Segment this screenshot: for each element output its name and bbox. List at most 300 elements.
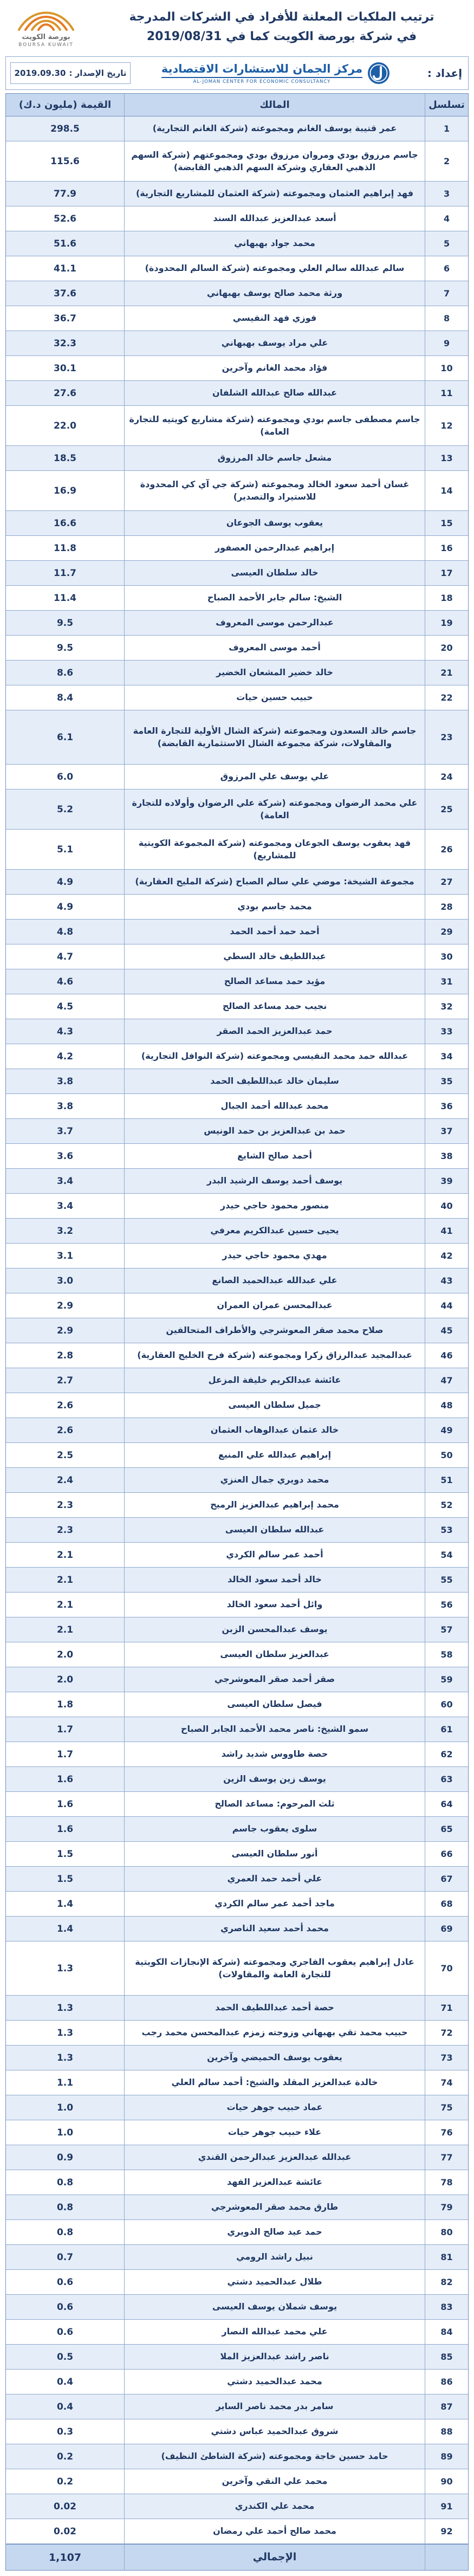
table-row bbox=[6, 561, 468, 586]
table-row bbox=[6, 2295, 468, 2320]
row-serial: 90 bbox=[425, 2469, 468, 2494]
row-owner: حمد بن عبدالعزيز بن حمد الونيس bbox=[124, 1119, 425, 1143]
al-joman-name-english: AL-JOMAN CENTER FOR ECONOMIC CONSULTANCY bbox=[193, 79, 331, 85]
al-joman-name-arabic: مركز الجمان للاستشارات الاقتصادية bbox=[161, 61, 362, 78]
row-serial: 3 bbox=[425, 182, 468, 206]
table-row bbox=[6, 1069, 468, 1094]
row-value: 3.8 bbox=[56, 1101, 74, 1112]
row-value: 22.0 bbox=[54, 420, 76, 431]
row-serial: 39 bbox=[425, 1169, 468, 1193]
table-row bbox=[6, 1368, 468, 1393]
row-serial: 66 bbox=[425, 1842, 468, 1866]
boursa-logo-arabic: بورصة الكويت bbox=[22, 33, 70, 41]
row-serial: 40 bbox=[425, 1194, 468, 1218]
report-header bbox=[5, 0, 469, 54]
row-value: 0.02 bbox=[54, 2501, 76, 2512]
row-value: 2.3 bbox=[56, 1524, 74, 1536]
row-serial: 92 bbox=[425, 2519, 468, 2543]
row-serial: 30 bbox=[425, 944, 468, 969]
table-row bbox=[6, 895, 468, 920]
row-serial: 36 bbox=[425, 1094, 468, 1118]
row-serial: 16 bbox=[425, 536, 468, 560]
row-owner: عبدالرحمن موسى المعروف bbox=[124, 611, 425, 635]
row-serial: 52 bbox=[425, 1493, 468, 1517]
column-header-value: القيمة (مليون د.ك) bbox=[18, 99, 112, 111]
row-owner: حمد عيد صالح الدويري bbox=[124, 2220, 425, 2244]
table-row bbox=[6, 1169, 468, 1194]
table-row bbox=[6, 2444, 468, 2469]
row-value: 4.3 bbox=[56, 1026, 74, 1037]
report-title-line-1: ترتيب الملكيات المعلنة للأفراد في الشركات المدرجة bbox=[129, 10, 434, 24]
row-owner: يحيى حسين عبدالكريم معرفي bbox=[124, 1219, 425, 1243]
row-serial: 31 bbox=[425, 969, 468, 994]
row-serial: 17 bbox=[425, 561, 468, 585]
row-serial: 13 bbox=[425, 446, 468, 470]
row-serial: 86 bbox=[425, 2370, 468, 2394]
row-owner: جاسم مرزوق بودي ومروان مرزوق بودي ومجموعتهم (شركة السهم الذهبي العقاري وشركة السهم الذهبي القابضة) bbox=[124, 141, 425, 181]
row-owner: عبدالعزيز سلطان العيسى bbox=[124, 1642, 425, 1667]
row-owner: يوسف زين يوسف الزين bbox=[124, 1767, 425, 1791]
row-value: 1.3 bbox=[56, 2052, 74, 2063]
table-row bbox=[6, 1293, 468, 1318]
row-value: 8.6 bbox=[56, 667, 74, 678]
row-owner: محمد عبدالله أحمد الجبال bbox=[124, 1094, 425, 1118]
table-row bbox=[6, 1019, 468, 1044]
row-owner: ورثة محمد صالح يوسف بهبهاني bbox=[124, 281, 425, 306]
row-serial: 14 bbox=[425, 471, 468, 510]
row-owner: محمد جواد بهبهاني bbox=[124, 231, 425, 256]
row-serial: 23 bbox=[425, 710, 468, 764]
row-owner: أسعد عبدالعزيز عبدالله السند bbox=[124, 206, 425, 231]
row-value: 6.0 bbox=[56, 771, 74, 782]
row-serial: 32 bbox=[425, 994, 468, 1019]
table-row bbox=[6, 2070, 468, 2095]
row-serial: 48 bbox=[425, 1393, 468, 1418]
row-serial: 46 bbox=[425, 1343, 468, 1368]
table-row bbox=[6, 2320, 468, 2345]
row-value: 9.5 bbox=[56, 642, 74, 653]
row-owner: حبيب حسين حيات bbox=[124, 685, 425, 710]
table-row bbox=[6, 2021, 468, 2046]
row-serial: 56 bbox=[425, 1593, 468, 1617]
row-owner: مشعل جاسم خالد المرزوق bbox=[124, 446, 425, 470]
row-owner: جميل سلطان العيسى bbox=[124, 1393, 425, 1418]
row-serial: 68 bbox=[425, 1892, 468, 1916]
row-value: 1.1 bbox=[56, 2077, 74, 2088]
row-serial: 59 bbox=[425, 1667, 468, 1692]
row-owner: عبدالله حمد محمد النفيسي ومجموعته (شركة النوافل التجارية) bbox=[124, 1044, 425, 1069]
row-owner: خالد خضير المشعان الخضير bbox=[124, 661, 425, 685]
row-serial: 50 bbox=[425, 1443, 468, 1467]
row-value: 8.4 bbox=[56, 692, 74, 703]
row-value: 32.3 bbox=[54, 338, 76, 349]
total-label: الإجمالي bbox=[124, 2545, 425, 2570]
row-value: 0.02 bbox=[54, 2526, 76, 2537]
table-row bbox=[6, 406, 468, 446]
row-value: 11.4 bbox=[54, 592, 76, 604]
table-row bbox=[6, 1518, 468, 1543]
row-value: 27.6 bbox=[54, 387, 76, 399]
row-owner: علاء حبيب جوهر حيات bbox=[124, 2120, 425, 2145]
row-serial: 7 bbox=[425, 281, 468, 306]
table-header-row bbox=[6, 94, 468, 116]
row-serial: 89 bbox=[425, 2444, 468, 2469]
table-row bbox=[6, 1996, 468, 2021]
row-value: 4.2 bbox=[56, 1051, 74, 1062]
row-owner: مهدي محمود حاجي حيدر bbox=[124, 1244, 425, 1268]
row-serial: 77 bbox=[425, 2145, 468, 2170]
table-row bbox=[6, 446, 468, 471]
table-row bbox=[6, 830, 468, 870]
row-owner: حصة أحمد عبداللطيف الحمد bbox=[124, 1996, 425, 2020]
row-value: 298.5 bbox=[50, 123, 80, 134]
row-value: 2.7 bbox=[56, 1375, 74, 1386]
row-owner: عبدالمحسن عمران العمران bbox=[124, 1293, 425, 1318]
table-row bbox=[6, 611, 468, 636]
row-value: 3.2 bbox=[56, 1225, 74, 1237]
table-row bbox=[6, 206, 468, 231]
boursa-kuwait-logo bbox=[5, 2, 87, 52]
table-row bbox=[6, 1692, 468, 1717]
row-owner: خالد عثمان عبدالوهاب العثمان bbox=[124, 1418, 425, 1442]
row-owner: حبيب محمد تقي بهبهاني وزوجته زمزم عبدالمحسن محمد رجب bbox=[124, 2021, 425, 2045]
table-row bbox=[6, 1617, 468, 1642]
row-value: 37.6 bbox=[54, 288, 76, 299]
row-owner: جاسم خالد السعدون ومجموعته (شركة الشال الأولية للتجارة العامة والمقاولات، شركة مجموعة الشال الاستثمارية القابضة) bbox=[124, 710, 425, 764]
row-owner: وائل أحمد سعود الخالد bbox=[124, 1593, 425, 1617]
row-value: 36.7 bbox=[54, 313, 76, 324]
row-value: 11.8 bbox=[54, 542, 76, 554]
al-joman-emblem-icon bbox=[367, 61, 391, 85]
row-value: 18.5 bbox=[54, 452, 76, 464]
row-value: 1.5 bbox=[56, 1848, 74, 1860]
total-row bbox=[6, 2544, 468, 2570]
table-row bbox=[6, 331, 468, 356]
al-joman-text bbox=[161, 61, 362, 86]
row-value: 5.1 bbox=[56, 844, 74, 855]
table-row bbox=[6, 231, 468, 256]
table-row bbox=[6, 2519, 468, 2544]
row-value: 4.7 bbox=[56, 951, 74, 962]
report-title-line-2: في شركة بورصة الكويت كما في 2019/08/31 bbox=[146, 30, 417, 43]
row-serial: 18 bbox=[425, 586, 468, 610]
table-row bbox=[6, 2170, 468, 2195]
row-serial: 42 bbox=[425, 1244, 468, 1268]
table-row bbox=[6, 1917, 468, 1941]
row-serial: 76 bbox=[425, 2120, 468, 2145]
row-serial: 9 bbox=[425, 331, 468, 355]
row-value: 1.3 bbox=[56, 2002, 74, 2014]
row-value: 2.1 bbox=[56, 1549, 74, 1561]
row-owner: محمد إبراهيم عبدالعزيز الرميح bbox=[124, 1493, 425, 1517]
boursa-logo-english: BOURSA KUWAIT bbox=[18, 42, 74, 48]
table-row bbox=[6, 1817, 468, 1842]
row-value: 1.0 bbox=[56, 2102, 74, 2113]
row-owner: محمد جاسم بودي bbox=[124, 895, 425, 919]
row-serial: 87 bbox=[425, 2394, 468, 2419]
row-owner: علي محمد عبدالله النصار bbox=[124, 2320, 425, 2344]
table-row bbox=[6, 1842, 468, 1867]
row-owner: عبدالله سلطان العيسى bbox=[124, 1518, 425, 1542]
table-row bbox=[6, 2370, 468, 2394]
row-serial: 12 bbox=[425, 406, 468, 445]
row-serial: 49 bbox=[425, 1418, 468, 1442]
row-owner: نبيل راشد الرومي bbox=[124, 2245, 425, 2269]
row-value: 4.8 bbox=[56, 926, 74, 937]
row-value: 2.6 bbox=[56, 1400, 74, 1411]
row-serial: 85 bbox=[425, 2345, 468, 2369]
row-owner: أحمد عمر سالم الكردي bbox=[124, 1543, 425, 1567]
row-serial: 4 bbox=[425, 206, 468, 231]
table-row bbox=[6, 1194, 468, 1219]
table-row bbox=[6, 636, 468, 661]
row-owner: شروق عبدالحميد عباس دشتي bbox=[124, 2419, 425, 2444]
table-row bbox=[6, 765, 468, 789]
row-value: 2.9 bbox=[56, 1325, 74, 1336]
row-value: 1.7 bbox=[56, 1749, 74, 1760]
total-serial-empty bbox=[425, 2545, 468, 2570]
row-owner: مؤيد حمد مساعد الصالح bbox=[124, 969, 425, 994]
table-row bbox=[6, 1144, 468, 1169]
table-row bbox=[6, 661, 468, 685]
table-row bbox=[6, 2220, 468, 2245]
row-serial: 79 bbox=[425, 2195, 468, 2219]
row-owner: صلاح محمد صقر المعوشرجي والأطراف المتحالفين bbox=[124, 1318, 425, 1343]
row-value: 0.6 bbox=[56, 2276, 74, 2288]
row-owner: سالم عبدالله سالم العلي ومجموعته (شركة السالم المحدودة) bbox=[124, 256, 425, 281]
row-value: 0.6 bbox=[56, 2301, 74, 2313]
table-row bbox=[6, 1892, 468, 1917]
table-row bbox=[6, 1318, 468, 1343]
row-owner: محمد عبدالحميد دشتي bbox=[124, 2370, 425, 2394]
table-row bbox=[6, 1767, 468, 1792]
row-value: 3.1 bbox=[56, 1250, 74, 1261]
table-row bbox=[6, 2145, 468, 2170]
row-value: 1.7 bbox=[56, 1724, 74, 1735]
row-serial: 72 bbox=[425, 2021, 468, 2045]
row-owner: ناصر راشد عبدالعزيز الملا bbox=[124, 2345, 425, 2369]
row-value: 115.6 bbox=[50, 156, 80, 167]
table-row bbox=[6, 1343, 468, 1368]
row-value: 41.1 bbox=[54, 263, 76, 274]
row-serial: 91 bbox=[425, 2494, 468, 2519]
row-serial: 21 bbox=[425, 661, 468, 685]
table-row bbox=[6, 1219, 468, 1244]
row-value: 4.9 bbox=[56, 901, 74, 912]
row-serial: 54 bbox=[425, 1543, 468, 1567]
row-owner: يوسف شملان يوسف العيسى bbox=[124, 2295, 425, 2319]
table-row bbox=[6, 870, 468, 895]
issue-date-label: تاريخ الإصدار : bbox=[69, 68, 127, 78]
table-row bbox=[6, 1044, 468, 1069]
row-value: 0.2 bbox=[56, 2451, 74, 2462]
boursa-logo-icon bbox=[16, 6, 76, 32]
table-row bbox=[6, 1792, 468, 1817]
table-row bbox=[6, 1268, 468, 1293]
row-value: 0.4 bbox=[56, 2401, 74, 2412]
row-value: 16.9 bbox=[54, 485, 76, 496]
ownership-table bbox=[5, 93, 469, 2571]
table-row bbox=[6, 511, 468, 536]
table-row bbox=[6, 789, 468, 830]
row-owner: منصور محمود حاجي حيدر bbox=[124, 1194, 425, 1218]
table-row bbox=[6, 2469, 468, 2494]
row-serial: 24 bbox=[425, 765, 468, 789]
table-row bbox=[6, 1717, 468, 1742]
table-row bbox=[6, 969, 468, 994]
table-row bbox=[6, 2419, 468, 2444]
row-serial: 11 bbox=[425, 381, 468, 405]
row-value: 30.1 bbox=[54, 363, 76, 374]
row-owner: عائشة عبدالعزيز الفهد bbox=[124, 2170, 425, 2195]
table-row bbox=[6, 1094, 468, 1119]
row-owner: محمد دويري جمال العنزي bbox=[124, 1468, 425, 1492]
row-value: 1.3 bbox=[56, 1963, 74, 1974]
table-row bbox=[6, 182, 468, 206]
table-row bbox=[6, 1443, 468, 1468]
row-value: 1.8 bbox=[56, 1699, 74, 1710]
row-owner: سليمان خالد عبداللطيف الحمد bbox=[124, 1069, 425, 1093]
row-serial: 55 bbox=[425, 1568, 468, 1592]
row-value: 4.6 bbox=[56, 976, 74, 987]
row-serial: 28 bbox=[425, 895, 468, 919]
row-value: 2.0 bbox=[56, 1674, 74, 1685]
table-row bbox=[6, 2394, 468, 2419]
row-serial: 51 bbox=[425, 1468, 468, 1492]
row-serial: 70 bbox=[425, 1941, 468, 1995]
row-value: 2.8 bbox=[56, 1350, 74, 1361]
table-row bbox=[6, 1119, 468, 1144]
table-row bbox=[6, 2270, 468, 2295]
row-value: 2.1 bbox=[56, 1624, 74, 1635]
row-owner: الشيخ: سالم جابر الأحمد الصباح bbox=[124, 586, 425, 610]
row-serial: 71 bbox=[425, 1996, 468, 2020]
table-row bbox=[6, 2494, 468, 2519]
row-value: 0.8 bbox=[56, 2227, 74, 2238]
al-joman-logo bbox=[131, 61, 421, 86]
row-owner: محمد أحمد سعيد الناصري bbox=[124, 1917, 425, 1941]
row-owner: محمد صالح أحمد علي رمضان bbox=[124, 2519, 425, 2543]
row-owner: علي يوسف علي المرزوق bbox=[124, 765, 425, 789]
table-row bbox=[6, 471, 468, 511]
row-serial: 58 bbox=[425, 1642, 468, 1667]
row-owner: يعقوب يوسف الحميضي وآخرين bbox=[124, 2046, 425, 2070]
table-row bbox=[6, 1468, 468, 1493]
row-serial: 1 bbox=[425, 116, 468, 141]
table-body bbox=[6, 116, 468, 2544]
row-serial: 74 bbox=[425, 2070, 468, 2095]
row-serial: 5 bbox=[425, 231, 468, 256]
table-row bbox=[6, 1543, 468, 1568]
table-row bbox=[6, 920, 468, 944]
table-row bbox=[6, 1667, 468, 1692]
row-owner: فيصل سلطان العيسى bbox=[124, 1692, 425, 1717]
row-owner: محمد علي الكندري bbox=[124, 2494, 425, 2519]
issue-date-box bbox=[10, 62, 131, 84]
table-row bbox=[6, 536, 468, 561]
row-value: 52.6 bbox=[54, 213, 76, 224]
row-serial: 38 bbox=[425, 1144, 468, 1168]
table-row bbox=[6, 1867, 468, 1892]
row-value: 3.0 bbox=[56, 1275, 74, 1286]
row-serial: 29 bbox=[425, 920, 468, 944]
row-value: 1.0 bbox=[56, 2127, 74, 2138]
row-serial: 81 bbox=[425, 2245, 468, 2269]
row-value: 1.3 bbox=[56, 2027, 74, 2038]
row-owner: فؤاد محمد الغانم وآخرين bbox=[124, 356, 425, 380]
row-value: 3.6 bbox=[56, 1150, 74, 1162]
row-owner: غسان أحمد سعود الخالد ومجموعته (شركة جي آي كي المحدودة للاستيراد والتصدير) bbox=[124, 471, 425, 510]
row-serial: 34 bbox=[425, 1044, 468, 1069]
prepared-by-bar bbox=[5, 56, 469, 90]
row-owner: علي عبدالله عبدالحميد الصانع bbox=[124, 1268, 425, 1293]
row-owner: فهد إبراهيم العثمان ومجموعته (شركة العثمان للمشاريع التجارية) bbox=[124, 182, 425, 206]
row-serial: 35 bbox=[425, 1069, 468, 1093]
table-row bbox=[6, 2095, 468, 2120]
row-value: 16.6 bbox=[54, 517, 76, 529]
table-row bbox=[6, 1742, 468, 1767]
row-serial: 20 bbox=[425, 636, 468, 660]
row-value: 2.0 bbox=[56, 1649, 74, 1660]
row-value: 0.7 bbox=[56, 2251, 74, 2263]
row-value: 2.1 bbox=[56, 1599, 74, 1610]
table-row bbox=[6, 141, 468, 182]
row-owner: عبداللطيف خالد السطي bbox=[124, 944, 425, 969]
row-owner: سلوى يعقوب جاسم bbox=[124, 1817, 425, 1841]
table-row bbox=[6, 685, 468, 710]
table-row bbox=[6, 994, 468, 1019]
row-owner: عبدالله عبدالعزيز عبدالرحمن القندي bbox=[124, 2145, 425, 2170]
row-value: 4.5 bbox=[56, 1001, 74, 1012]
row-value: 4.9 bbox=[56, 876, 74, 888]
row-owner: أحمد صالح الشايع bbox=[124, 1144, 425, 1168]
row-value: 2.4 bbox=[56, 1474, 74, 1486]
row-value: 0.5 bbox=[56, 2351, 74, 2363]
row-value: 3.4 bbox=[56, 1175, 74, 1187]
row-value: 1.6 bbox=[56, 1798, 74, 1810]
row-value: 1.6 bbox=[56, 1823, 74, 1835]
row-value: 0.8 bbox=[56, 2202, 74, 2213]
table-row bbox=[6, 2245, 468, 2270]
row-serial: 75 bbox=[425, 2095, 468, 2120]
row-serial: 43 bbox=[425, 1268, 468, 1293]
row-serial: 10 bbox=[425, 356, 468, 380]
table-row bbox=[6, 1493, 468, 1518]
row-owner: خالد أحمد سعود الخالد bbox=[124, 1568, 425, 1592]
row-serial: 53 bbox=[425, 1518, 468, 1542]
row-serial: 6 bbox=[425, 256, 468, 281]
table-row bbox=[6, 381, 468, 406]
row-value: 0.3 bbox=[56, 2426, 74, 2437]
row-value: 0.9 bbox=[56, 2152, 74, 2163]
row-owner: طارق محمد صقر المعوشرجي bbox=[124, 2195, 425, 2219]
row-serial: 69 bbox=[425, 1917, 468, 1941]
row-serial: 64 bbox=[425, 1792, 468, 1816]
row-serial: 45 bbox=[425, 1318, 468, 1343]
row-value: 0.6 bbox=[56, 2326, 74, 2338]
row-serial: 60 bbox=[425, 1692, 468, 1717]
row-owner: يوسف عبدالمحسن الزبن bbox=[124, 1617, 425, 1642]
row-serial: 73 bbox=[425, 2046, 468, 2070]
row-value: 77.9 bbox=[54, 188, 76, 199]
row-owner: مجموعة الشيخة: موضي علي سالم الصباح (شركة المليح العقارية) bbox=[124, 870, 425, 894]
table-row bbox=[6, 710, 468, 765]
table-row bbox=[6, 256, 468, 281]
row-value: 0.2 bbox=[56, 2476, 74, 2487]
row-owner: سمو الشيخ: ناصر محمد الأحمد الجابر الصباح bbox=[124, 1717, 425, 1742]
table-row bbox=[6, 1941, 468, 1996]
row-value: 1.6 bbox=[56, 1774, 74, 1785]
